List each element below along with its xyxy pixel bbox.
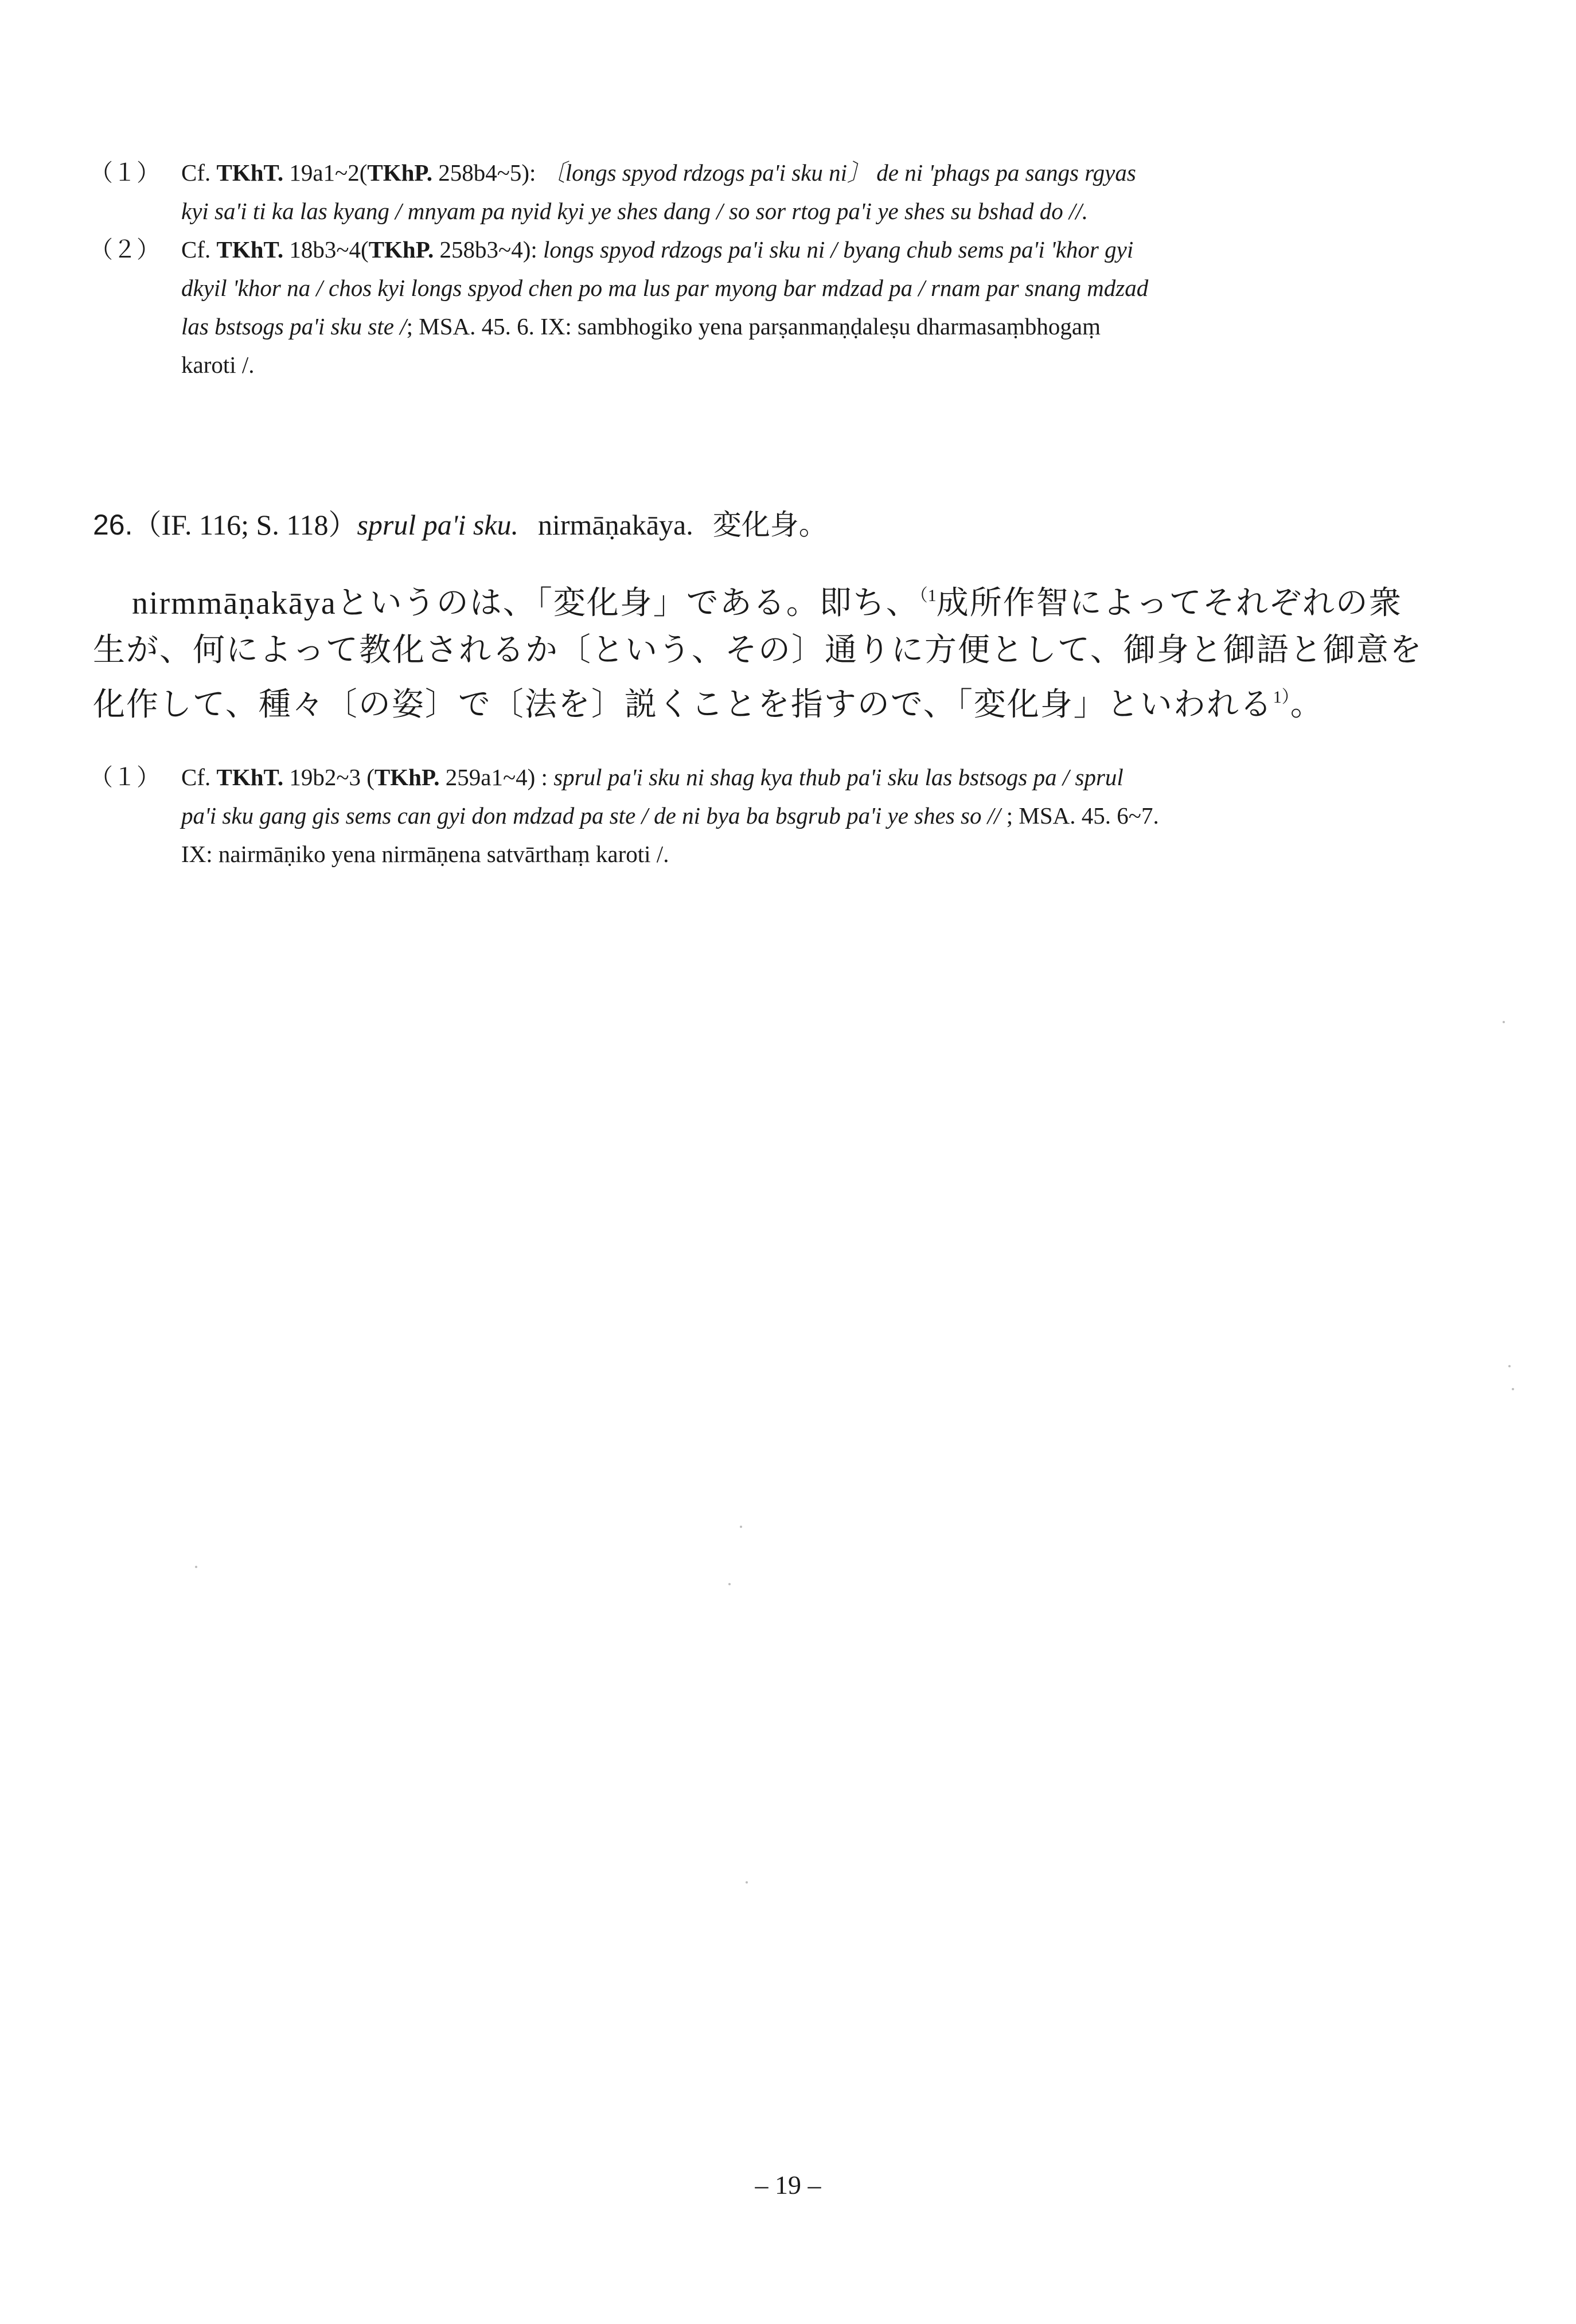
- scan-speck: [195, 1566, 197, 1568]
- scan-speck: [746, 1881, 748, 1884]
- page-number: – 19 –: [755, 2170, 821, 2200]
- footnote-3: （１） Cf. TKhT. 19b2~3 (TKhP. 259a1~4) : sprul pa'i sku ni shag kya thub pa'i sku las bstsogs pa / sprul pa'i sku gang gis sems can gyi don mdzad pa ste / de ni bya ba bsgrub pa'i ye shes so // ; MSA. 45. 6~7. IX: nairmāṇiko yena nirmāṇena satvārthaṃ karoti /.: [135, 758, 1305, 874]
- footnote-number: （１）: [89, 764, 160, 790]
- scan-speck: [728, 1583, 731, 1585]
- entry-heading: [93, 505, 1355, 545]
- tibetan-quote: sprul pa'i sku ni shag kya thub pa'i sku las bstsogs pa / sprul: [553, 764, 1124, 790]
- tibetan-quote-cont: kyi sa'i ti ka las kyang / mnyam pa nyid kyi ye shes dang / so sor rtog pa'i ye shes su bshad do //.: [181, 198, 1089, 224]
- entry-sanskrit: nirmāṇakāya.: [538, 509, 693, 541]
- note-marker: 1）: [1273, 688, 1290, 707]
- note-marker: （1: [919, 586, 937, 605]
- footnote-1: （１） Cf. TKhT. 19a1~2(TKhP. 258b4~5): 〔longs spyod rdzogs pa'i sku ni〕 de ni 'phags pa sangs rgyas kyi sa'i ti ka las kyang / mnyam pa nyid kyi ye shes dang / so sor rtog pa'i ye shes su bshad do //.: [135, 154, 1305, 231]
- footnote-number: （２）: [89, 236, 160, 263]
- scan-speck: [1512, 1388, 1514, 1390]
- scan-speck: [1508, 1365, 1511, 1367]
- scan-speck: [1503, 1021, 1505, 1023]
- scan-speck: [740, 1526, 742, 1528]
- footnote-2: （２） Cf. TKhT. 18b3~4(TKhP. 258b3~4): longs spyod rdzogs pa'i sku ni / byang chub sems pa'i 'khor gyi dkyil 'khor na / chos kyi longs spyod chen po ma lus par myong bar mdzad pa / rnam par snang mdzad las bstsogs pa'i sku ste /; MSA. 45. 6. IX: sambhogiko yena parṣanmaṇḍaleṣu dharmasaṃbhogaṃ karoti /.: [135, 231, 1305, 384]
- tibetan-quote: 〔longs spyod rdzogs pa'i sku ni〕 de ni 'phags pa sangs rgyas: [541, 159, 1136, 186]
- tibetan-quote-cont: dkyil 'khor na / chos kyi longs spyod chen po ma lus par myong bar mdzad pa / rnam par snang mdzad: [181, 275, 1149, 301]
- entry-body: nirmmāṇakāyaというのは、「変化身」である。即ち、$^{(1}$成所作智によってそれぞれの衆 生が、何によって教化されるか〔という、その〕通りに方便として、御身と御語と御意を 化作して、種々〔の姿〕で〔法を〕説くことを指すので、「変化身」といわれる$^{1)}$。: [93, 586, 1423, 723]
- entry-number: 26.: [93, 509, 133, 541]
- entry-japanese: 変化身。: [712, 509, 828, 541]
- tibetan-quote: longs spyod rdzogs pa'i sku ni / byang chub sems pa'i 'khor gyi: [543, 236, 1134, 263]
- entry-tibetan: sprul pa'i sku.: [357, 509, 519, 541]
- footnote-number: （１）: [89, 159, 160, 186]
- entry-reference: （IF. 116; S. 118）: [132, 509, 357, 541]
